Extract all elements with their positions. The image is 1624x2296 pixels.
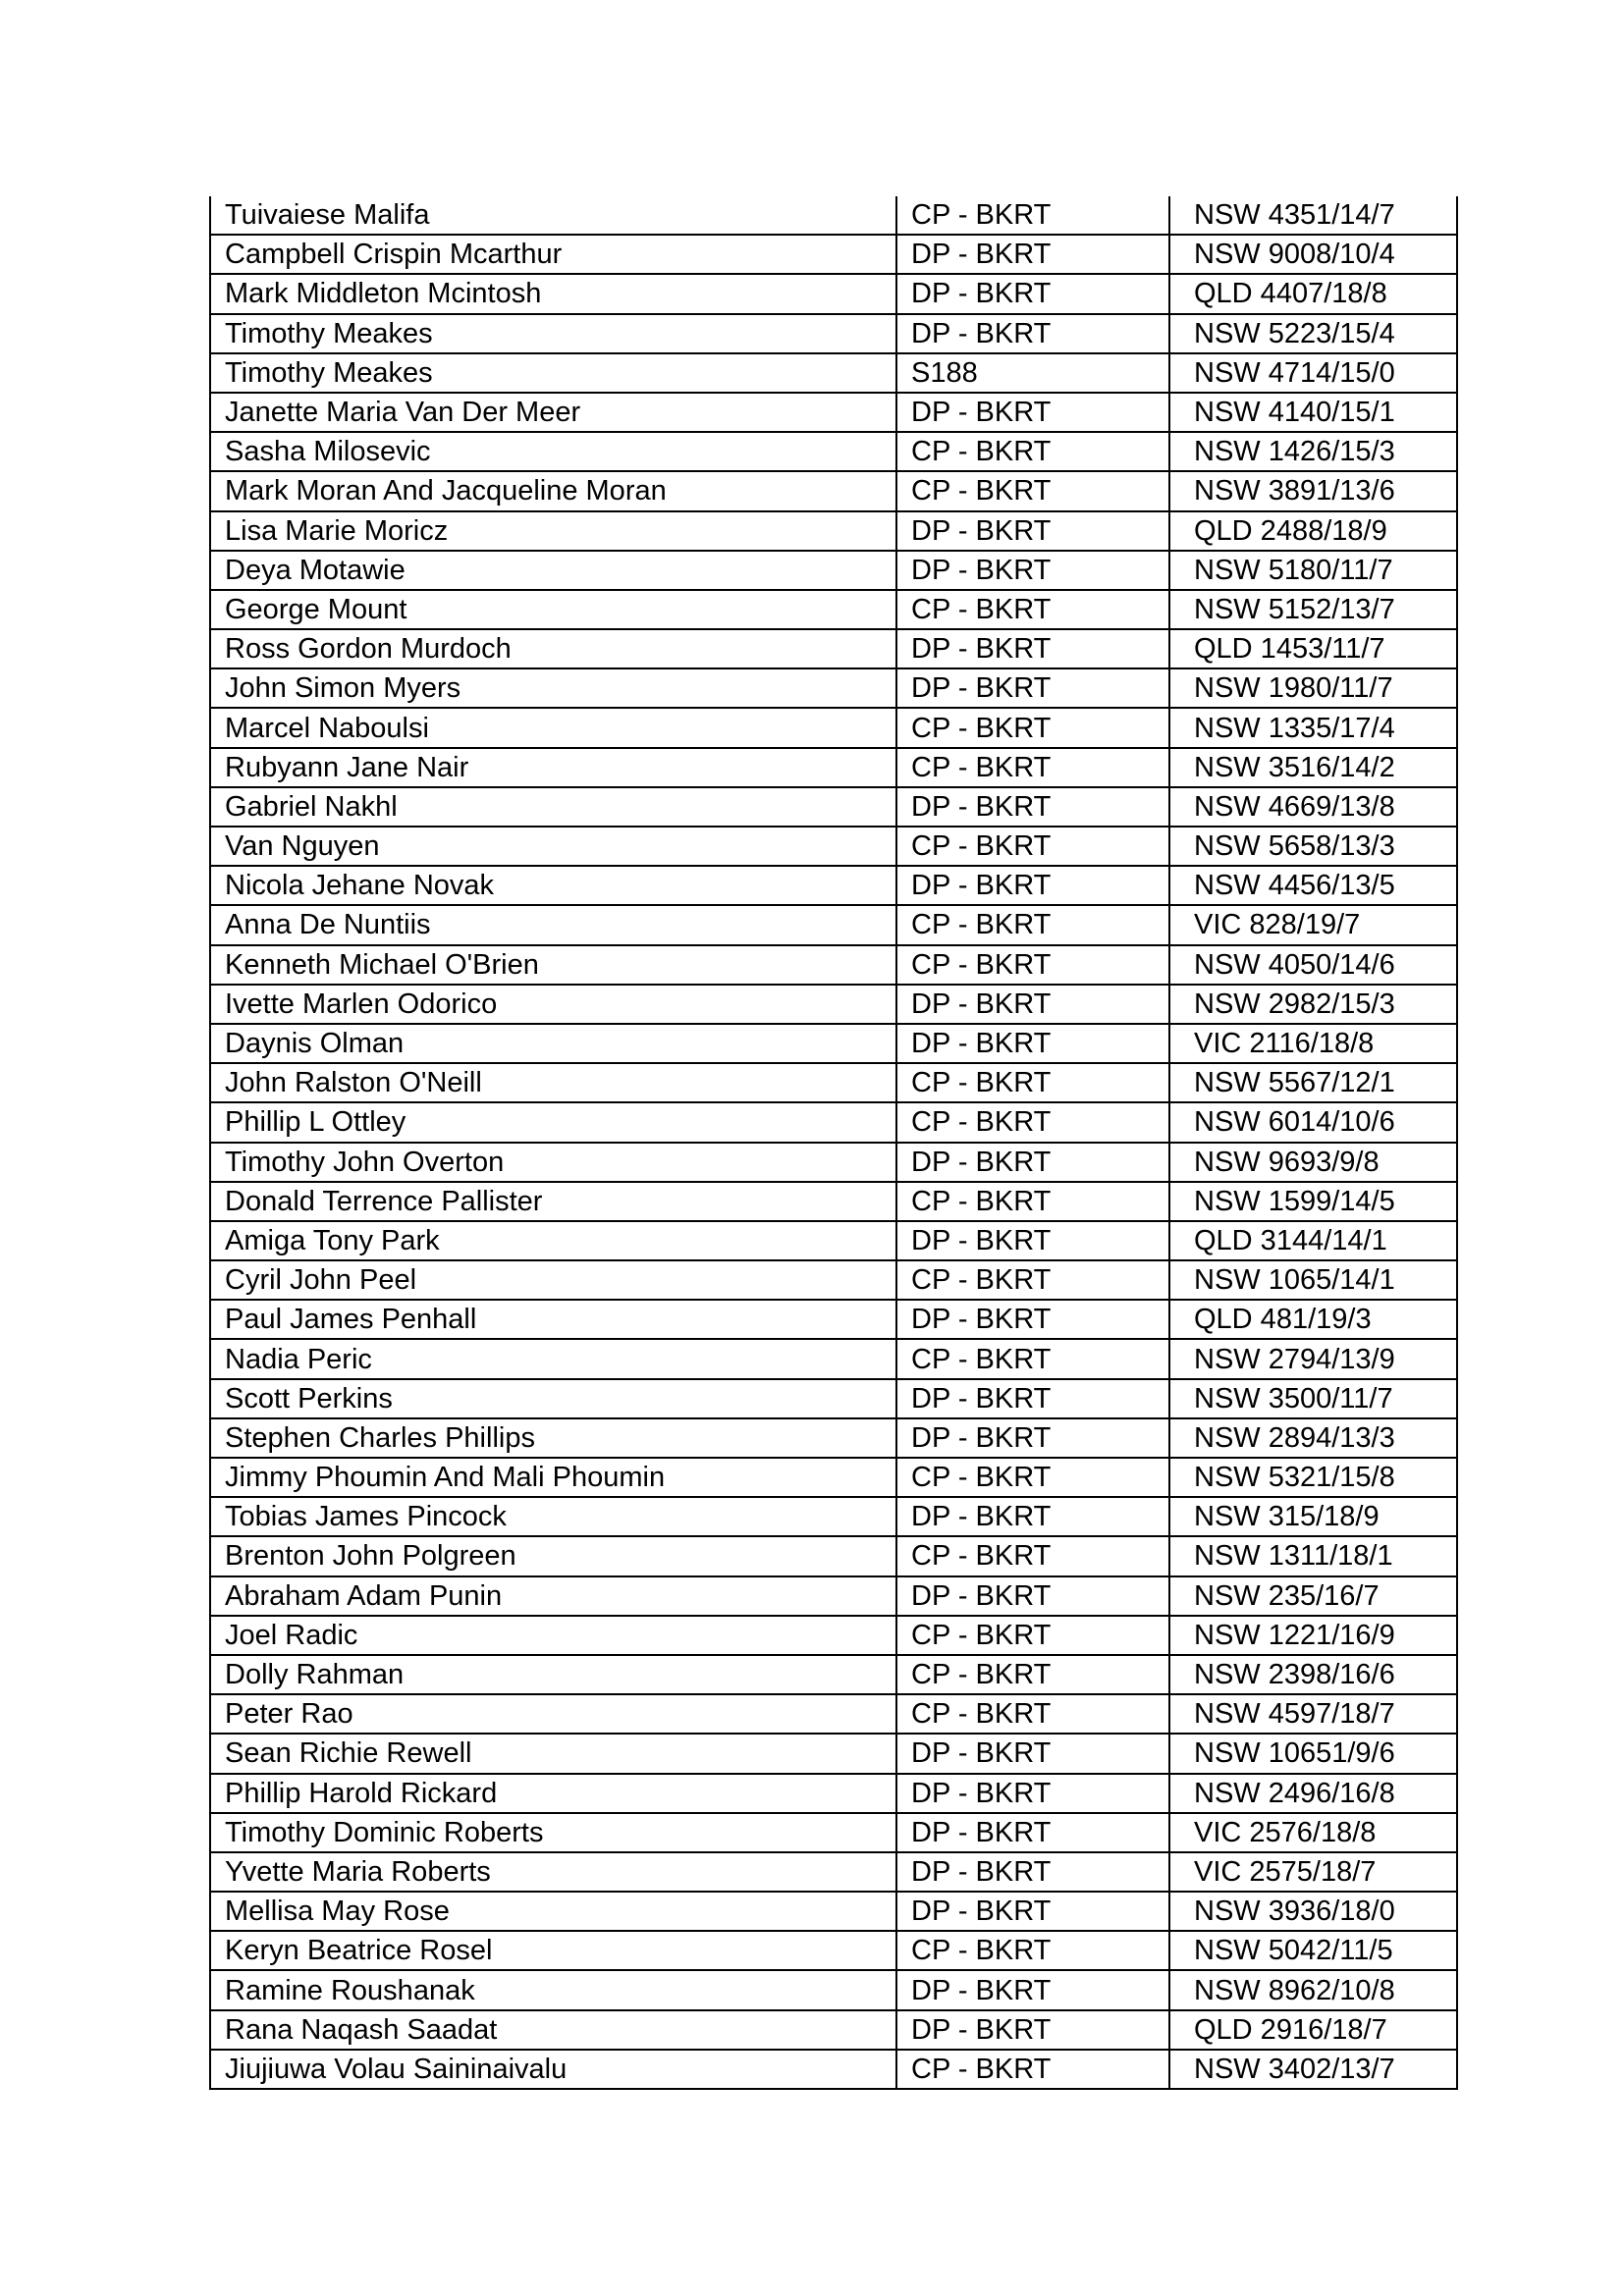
person-name-cell: Tobias James Pincock — [210, 1497, 896, 1536]
proceeding-type-cell: DP - BKRT — [896, 1576, 1169, 1616]
proceeding-type-cell: DP - BKRT — [896, 866, 1169, 905]
proceeding-type-cell: CP - BKRT — [896, 708, 1169, 747]
proceeding-type-cell: CP - BKRT — [896, 905, 1169, 944]
proceeding-type-cell: CP - BKRT — [896, 1063, 1169, 1102]
reference-number-cell: NSW 1311/18/1 — [1169, 1536, 1457, 1575]
table-row — [210, 196, 1457, 235]
table-row — [210, 1339, 1457, 1378]
person-name-cell: Ross Gordon Murdoch — [210, 629, 896, 668]
reference-number-cell: NSW 5321/15/8 — [1169, 1458, 1457, 1497]
person-name-cell: Amiga Tony Park — [210, 1221, 896, 1260]
person-name-cell: Daynis Olman — [210, 1024, 896, 1063]
person-name-cell: Donald Terrence Pallister — [210, 1182, 896, 1221]
reference-number-cell: NSW 1335/17/4 — [1169, 708, 1457, 747]
person-name-cell: Ivette Marlen Odorico — [210, 985, 896, 1024]
table-row — [210, 393, 1457, 432]
proceeding-type-cell: DP - BKRT — [896, 787, 1169, 827]
table-row — [210, 668, 1457, 708]
proceeding-type-cell: DP - BKRT — [896, 235, 1169, 274]
table-row — [210, 2010, 1457, 2050]
person-name-cell: Cyril John Peel — [210, 1260, 896, 1300]
proceeding-type-cell: CP - BKRT — [896, 1616, 1169, 1655]
proceeding-type-cell: DP - BKRT — [896, 1143, 1169, 1182]
proceeding-type-cell: DP - BKRT — [896, 1221, 1169, 1260]
person-name-cell: Sean Richie Rewell — [210, 1734, 896, 1773]
reference-number-cell: QLD 1453/11/7 — [1169, 629, 1457, 668]
proceeding-type-cell: CP - BKRT — [896, 1339, 1169, 1378]
proceeding-type-cell: CP - BKRT — [896, 827, 1169, 866]
proceeding-type-cell: CP - BKRT — [896, 1694, 1169, 1734]
table-row — [210, 748, 1457, 787]
reference-number-cell: NSW 5658/13/3 — [1169, 827, 1457, 866]
reference-number-cell: NSW 3891/13/6 — [1169, 471, 1457, 510]
table-row — [210, 1143, 1457, 1182]
person-name-cell: Van Nguyen — [210, 827, 896, 866]
reference-number-cell: NSW 6014/10/6 — [1169, 1102, 1457, 1142]
proceeding-type-cell: DP - BKRT — [896, 1418, 1169, 1458]
table-row — [210, 1300, 1457, 1339]
table-row — [210, 2050, 1457, 2089]
table-row — [210, 1024, 1457, 1063]
table-row — [210, 314, 1457, 353]
person-name-cell: Joel Radic — [210, 1616, 896, 1655]
table-row — [210, 1102, 1457, 1142]
person-name-cell: Peter Rao — [210, 1694, 896, 1734]
person-name-cell: Mellisa May Rose — [210, 1892, 896, 1931]
proceeding-type-cell: DP - BKRT — [896, 1774, 1169, 1813]
person-name-cell: Mark Middleton Mcintosh — [210, 274, 896, 313]
reference-number-cell: NSW 1065/14/1 — [1169, 1260, 1457, 1300]
person-name-cell: John Simon Myers — [210, 668, 896, 708]
table-row — [210, 985, 1457, 1024]
proceeding-type-cell: CP - BKRT — [896, 1655, 1169, 1694]
person-name-cell: Tuivaiese Malifa — [210, 196, 896, 235]
reference-number-cell: NSW 2398/16/6 — [1169, 1655, 1457, 1694]
table-row — [210, 1931, 1457, 1970]
proceeding-type-cell: DP - BKRT — [896, 1852, 1169, 1892]
person-name-cell: Timothy John Overton — [210, 1143, 896, 1182]
table-row — [210, 1655, 1457, 1694]
table-row — [210, 866, 1457, 905]
person-name-cell: Campbell Crispin Mcarthur — [210, 235, 896, 274]
table-row — [210, 1734, 1457, 1773]
reference-number-cell: NSW 9008/10/4 — [1169, 235, 1457, 274]
person-name-cell: Janette Maria Van Der Meer — [210, 393, 896, 432]
person-name-cell: Deya Motawie — [210, 551, 896, 590]
table-row — [210, 629, 1457, 668]
table-row — [210, 1852, 1457, 1892]
bankruptcy-list-table — [209, 196, 1458, 2090]
table-row — [210, 1970, 1457, 2009]
reference-number-cell: NSW 3500/11/7 — [1169, 1379, 1457, 1418]
reference-number-cell: VIC 2575/18/7 — [1169, 1852, 1457, 1892]
proceeding-type-cell: DP - BKRT — [896, 511, 1169, 551]
table-row — [210, 708, 1457, 747]
table-row — [210, 905, 1457, 944]
table-row — [210, 1694, 1457, 1734]
reference-number-cell: NSW 1980/11/7 — [1169, 668, 1457, 708]
person-name-cell: Jiujiuwa Volau Saininaivalu — [210, 2050, 896, 2089]
table-row — [210, 1616, 1457, 1655]
proceeding-type-cell: DP - BKRT — [896, 393, 1169, 432]
reference-number-cell: NSW 4714/15/0 — [1169, 353, 1457, 393]
table-row — [210, 1260, 1457, 1300]
proceeding-type-cell: CP - BKRT — [896, 1182, 1169, 1221]
proceeding-type-cell: CP - BKRT — [896, 748, 1169, 787]
table-row — [210, 1774, 1457, 1813]
table-row — [210, 1576, 1457, 1616]
proceeding-type-cell: S188 — [896, 353, 1169, 393]
table-row — [210, 787, 1457, 827]
reference-number-cell: NSW 8962/10/8 — [1169, 1970, 1457, 2009]
table-row — [210, 1892, 1457, 1931]
reference-number-cell: NSW 4050/14/6 — [1169, 945, 1457, 985]
person-name-cell: John Ralston O'Neill — [210, 1063, 896, 1102]
proceeding-type-cell: DP - BKRT — [896, 1892, 1169, 1931]
proceeding-type-cell: CP - BKRT — [896, 1458, 1169, 1497]
reference-number-cell: NSW 315/18/9 — [1169, 1497, 1457, 1536]
person-name-cell: Lisa Marie Moricz — [210, 511, 896, 551]
table-row — [210, 827, 1457, 866]
person-name-cell: Timothy Meakes — [210, 314, 896, 353]
proceeding-type-cell: DP - BKRT — [896, 1813, 1169, 1852]
table-row — [210, 945, 1457, 985]
reference-number-cell: NSW 5152/13/7 — [1169, 590, 1457, 629]
proceeding-type-cell: DP - BKRT — [896, 314, 1169, 353]
person-name-cell: Rubyann Jane Nair — [210, 748, 896, 787]
reference-number-cell: NSW 10651/9/6 — [1169, 1734, 1457, 1773]
person-name-cell: Keryn Beatrice Rosel — [210, 1931, 896, 1970]
person-name-cell: Marcel Naboulsi — [210, 708, 896, 747]
proceeding-type-cell: CP - BKRT — [896, 1536, 1169, 1575]
proceeding-type-cell: DP - BKRT — [896, 985, 1169, 1024]
person-name-cell: Nicola Jehane Novak — [210, 866, 896, 905]
proceeding-type-cell: DP - BKRT — [896, 1497, 1169, 1536]
reference-number-cell: NSW 3516/14/2 — [1169, 748, 1457, 787]
person-name-cell: Jimmy Phoumin And Mali Phoumin — [210, 1458, 896, 1497]
reference-number-cell: NSW 4456/13/5 — [1169, 866, 1457, 905]
table-row — [210, 1379, 1457, 1418]
person-name-cell: Rana Naqash Saadat — [210, 2010, 896, 2050]
table-row — [210, 1536, 1457, 1575]
person-name-cell: Scott Perkins — [210, 1379, 896, 1418]
proceeding-type-cell: CP - BKRT — [896, 471, 1169, 510]
reference-number-cell: QLD 481/19/3 — [1169, 1300, 1457, 1339]
proceeding-type-cell: DP - BKRT — [896, 1734, 1169, 1773]
table-row — [210, 1497, 1457, 1536]
reference-number-cell: NSW 5042/11/5 — [1169, 1931, 1457, 1970]
person-name-cell: Brenton John Polgreen — [210, 1536, 896, 1575]
proceeding-type-cell: DP - BKRT — [896, 1300, 1169, 1339]
reference-number-cell: VIC 2576/18/8 — [1169, 1813, 1457, 1852]
table-body — [210, 196, 1457, 2089]
person-name-cell: George Mount — [210, 590, 896, 629]
reference-number-cell: NSW 1221/16/9 — [1169, 1616, 1457, 1655]
reference-number-cell: NSW 3402/13/7 — [1169, 2050, 1457, 2089]
table-row — [210, 432, 1457, 471]
reference-number-cell: NSW 2496/16/8 — [1169, 1774, 1457, 1813]
reference-number-cell: NSW 4351/14/7 — [1169, 196, 1457, 235]
person-name-cell: Yvette Maria Roberts — [210, 1852, 896, 1892]
reference-number-cell: NSW 4669/13/8 — [1169, 787, 1457, 827]
table-row — [210, 274, 1457, 313]
person-name-cell: Paul James Penhall — [210, 1300, 896, 1339]
proceeding-type-cell: DP - BKRT — [896, 551, 1169, 590]
person-name-cell: Dolly Rahman — [210, 1655, 896, 1694]
table-row — [210, 1182, 1457, 1221]
proceeding-type-cell: DP - BKRT — [896, 629, 1169, 668]
table-row — [210, 590, 1457, 629]
person-name-cell: Sasha Milosevic — [210, 432, 896, 471]
table-row — [210, 1063, 1457, 1102]
person-name-cell: Timothy Meakes — [210, 353, 896, 393]
table-row — [210, 551, 1457, 590]
table-row — [210, 1458, 1457, 1497]
reference-number-cell: VIC 828/19/7 — [1169, 905, 1457, 944]
reference-number-cell: NSW 3936/18/0 — [1169, 1892, 1457, 1931]
person-name-cell: Abraham Adam Punin — [210, 1576, 896, 1616]
proceeding-type-cell: CP - BKRT — [896, 1102, 1169, 1142]
proceeding-type-cell: CP - BKRT — [896, 1260, 1169, 1300]
reference-number-cell: NSW 235/16/7 — [1169, 1576, 1457, 1616]
table-row — [210, 1221, 1457, 1260]
reference-number-cell: QLD 2488/18/9 — [1169, 511, 1457, 551]
reference-number-cell: NSW 9693/9/8 — [1169, 1143, 1457, 1182]
reference-number-cell: NSW 4597/18/7 — [1169, 1694, 1457, 1734]
table-row — [210, 1418, 1457, 1458]
reference-number-cell: QLD 3144/14/1 — [1169, 1221, 1457, 1260]
proceeding-type-cell: CP - BKRT — [896, 432, 1169, 471]
proceeding-type-cell: CP - BKRT — [896, 196, 1169, 235]
proceeding-type-cell: CP - BKRT — [896, 1931, 1169, 1970]
proceeding-type-cell: CP - BKRT — [896, 2050, 1169, 2089]
person-name-cell: Phillip Harold Rickard — [210, 1774, 896, 1813]
person-name-cell: Ramine Roushanak — [210, 1970, 896, 2009]
reference-number-cell: NSW 5180/11/7 — [1169, 551, 1457, 590]
reference-number-cell: QLD 2916/18/7 — [1169, 2010, 1457, 2050]
reference-number-cell: NSW 2982/15/3 — [1169, 985, 1457, 1024]
reference-number-cell: NSW 2794/13/9 — [1169, 1339, 1457, 1378]
person-name-cell: Nadia Peric — [210, 1339, 896, 1378]
reference-number-cell: NSW 4140/15/1 — [1169, 393, 1457, 432]
reference-number-cell: NSW 2894/13/3 — [1169, 1418, 1457, 1458]
table-row — [210, 511, 1457, 551]
proceeding-type-cell: DP - BKRT — [896, 1379, 1169, 1418]
person-name-cell: Kenneth Michael O'Brien — [210, 945, 896, 985]
person-name-cell: Stephen Charles Phillips — [210, 1418, 896, 1458]
proceeding-type-cell: CP - BKRT — [896, 590, 1169, 629]
person-name-cell: Timothy Dominic Roberts — [210, 1813, 896, 1852]
proceeding-type-cell: DP - BKRT — [896, 1970, 1169, 2009]
proceeding-type-cell: CP - BKRT — [896, 945, 1169, 985]
table-row — [210, 471, 1457, 510]
person-name-cell: Mark Moran And Jacqueline Moran — [210, 471, 896, 510]
person-name-cell: Phillip L Ottley — [210, 1102, 896, 1142]
proceeding-type-cell: DP - BKRT — [896, 274, 1169, 313]
reference-number-cell: NSW 1426/15/3 — [1169, 432, 1457, 471]
person-name-cell: Gabriel Nakhl — [210, 787, 896, 827]
proceeding-type-cell: DP - BKRT — [896, 2010, 1169, 2050]
reference-number-cell: NSW 5567/12/1 — [1169, 1063, 1457, 1102]
reference-number-cell: QLD 4407/18/8 — [1169, 274, 1457, 313]
table-row — [210, 235, 1457, 274]
reference-number-cell: VIC 2116/18/8 — [1169, 1024, 1457, 1063]
table-row — [210, 353, 1457, 393]
proceeding-type-cell: DP - BKRT — [896, 668, 1169, 708]
reference-number-cell: NSW 5223/15/4 — [1169, 314, 1457, 353]
person-name-cell: Anna De Nuntiis — [210, 905, 896, 944]
proceeding-type-cell: DP - BKRT — [896, 1024, 1169, 1063]
table-row — [210, 1813, 1457, 1852]
reference-number-cell: NSW 1599/14/5 — [1169, 1182, 1457, 1221]
